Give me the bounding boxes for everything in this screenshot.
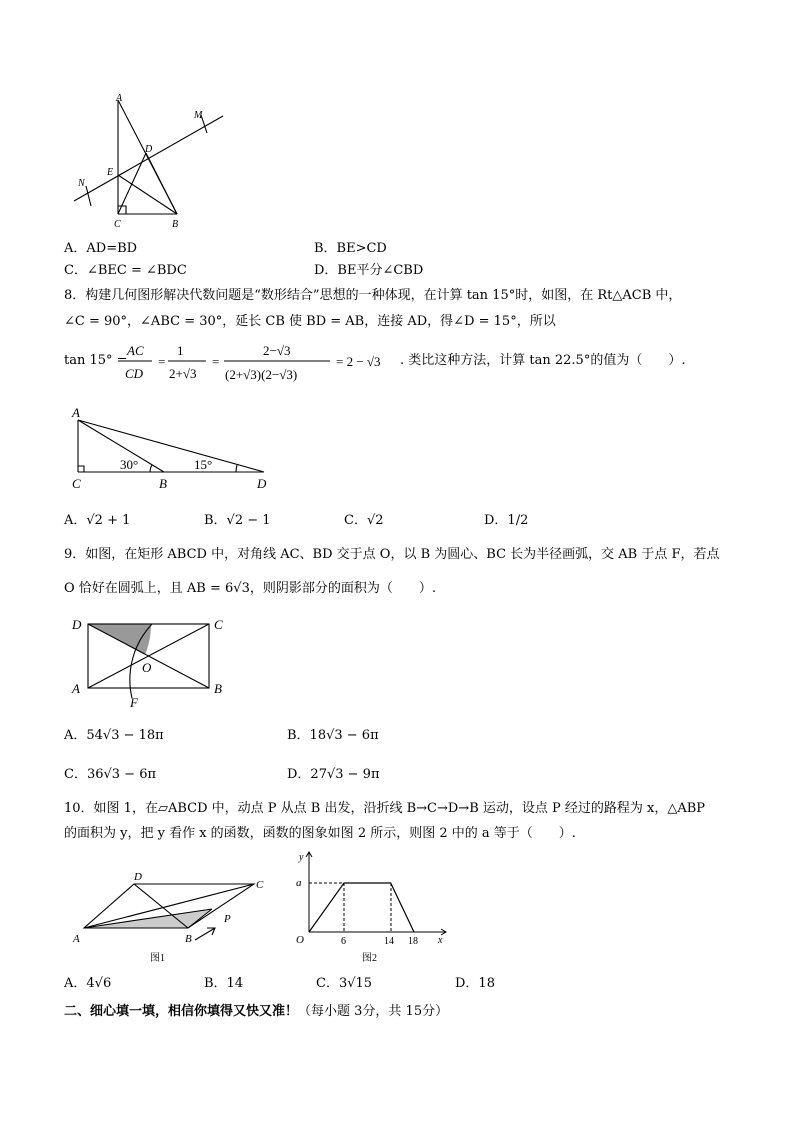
q10-fig1-label-a: A [73,933,80,945]
q9-label-o: O [142,660,152,675]
q8-label-a: A [72,405,80,420]
q9-label-f: F [130,695,138,710]
q7-option-c: C．∠BEC = ∠BDC [64,263,187,278]
q10-fig1-label-p: P [224,913,231,925]
section2-note: （每小题 3分，共 15分） [298,1004,449,1019]
q10-graph-polyline [309,883,414,932]
q10-fig1-label-b: B [185,933,192,945]
q10-fig2-tick-6: 6 [341,936,346,947]
q10-figure1 [64,864,284,970]
q10-fig2-tick-18: 18 [408,936,418,947]
q8-label-b: B [159,476,167,491]
q7-label-c: C [114,219,121,230]
q8-label-d: D [257,476,267,491]
q10-fig2-label-o: O [296,934,304,946]
section2-title: 二、细心填一填，相信你填得又快又准！ [64,1004,299,1019]
svg-text:AC: AC [127,343,144,358]
q7-label-m: M [194,110,203,121]
q9-option-c: C．36√3 − 6π [64,767,157,782]
q9-figure [64,610,234,710]
q7-option-d: D．BE平分∠CBD [314,263,424,278]
q10-fig1-caption: 图1 [150,953,165,964]
svg-text:1: 1 [177,343,184,358]
q8-stem-line1: 8．构建几何图形解决代数问题是“数形结合”思想的一种体现，在计算 tan 15°时，如图，在 Rt△ACB 中， [64,288,682,303]
section2-heading [64,1003,448,1021]
q10-fig2-label-y: y [299,852,304,863]
svg-text:=: = [212,354,220,369]
q7-label-n: N [78,178,85,189]
svg-text:(2+√3)(2−√3): (2+√3)(2−√3) [225,367,298,382]
q7-label-b: B [172,219,179,230]
q8-angle-30: 30° [120,457,139,472]
q8-label-c: C [72,476,81,491]
q7-label-e: E [107,167,114,178]
q10-fig1-label-c: C [256,879,264,891]
svg-text:CD: CD [125,366,144,381]
q9-stem-line1: 9．如图，在矩形 ABCD 中，对角线 AC、BD 交于点 O，以 B 为圆心、BC 长为半径画弧，交 AB 于点 F，若点 [64,547,720,562]
q8-stem-line2: ∠C = 90°，∠ABC = 30°，延长 CB 使 BD = AB，连接 AD，得∠D = 15°，所以 [64,314,556,329]
q9-label-c: C [214,617,223,632]
q10-option-d: D．18 [455,976,495,991]
q8-option-d: D．1/2 [484,513,529,528]
q10-option-b: B．14 [204,976,244,991]
q8-formula [122,338,402,388]
q9-stem-line2: O 恰好在圆弧上，且 AB = 6√3，则阴影部分的面积为（ ）. [64,581,436,596]
q8-option-a: A．√2 + 1 [64,513,131,528]
q10-stem-line2: 的面积为 y，把 y 看作 x 的函数，函数的图象如图 2 所示，则图 2 中的 a 等于（ ）. [64,826,576,841]
q10-fig2-caption: 图2 [362,953,377,964]
q9-option-d: D．27√3 − 9π [287,767,380,782]
q7-label-a: A [116,93,123,104]
q10-option-a: A．4√6 [64,976,112,991]
svg-text:= 2 − √3: = 2 − √3 [336,354,381,369]
q10-option-c: C．3√15 [316,976,373,991]
q9-label-a: A [72,681,80,696]
q8-figure [64,404,274,494]
q8-option-b: B．√2 − 1 [204,513,271,528]
q10-fig1-label-d: D [134,871,142,883]
svg-text:2−√3: 2−√3 [263,343,291,358]
q9-label-b: B [214,681,222,696]
q7-figure [60,88,240,238]
q10-figure2 [286,846,456,970]
q10-fig2-label-x: x [438,935,443,946]
q7-label-d: D [145,144,153,155]
q10-fig2-tick-14: 14 [384,936,394,947]
q8-angle-15: 15° [194,457,213,472]
q9-label-d: D [72,617,82,632]
q9-option-b: B．18√3 − 6π [287,728,379,743]
q9-option-a: A．54√3 − 18π [64,728,164,743]
svg-text:2+√3: 2+√3 [169,366,197,381]
q8-formula-prefix: tan 15° = [64,353,128,368]
q10-stem-line1: 10．如图 1，在▱ABCD 中，动点 P 从点 B 出发，沿折线 B→C→D→B 运动，设点 P 经过的路程为 x，△ABP [64,801,706,816]
q7-option-a: A．AD=BD [64,241,138,256]
q8-option-c: C．√2 [344,513,384,528]
q8-formula-text: . 类比这种方法，计算 tan 22.5°的值为（ ）. [400,353,686,368]
q7-option-b: B．BE>CD [314,241,387,256]
svg-text:=: = [158,354,166,369]
q10-fig2-label-a: a [296,877,302,889]
